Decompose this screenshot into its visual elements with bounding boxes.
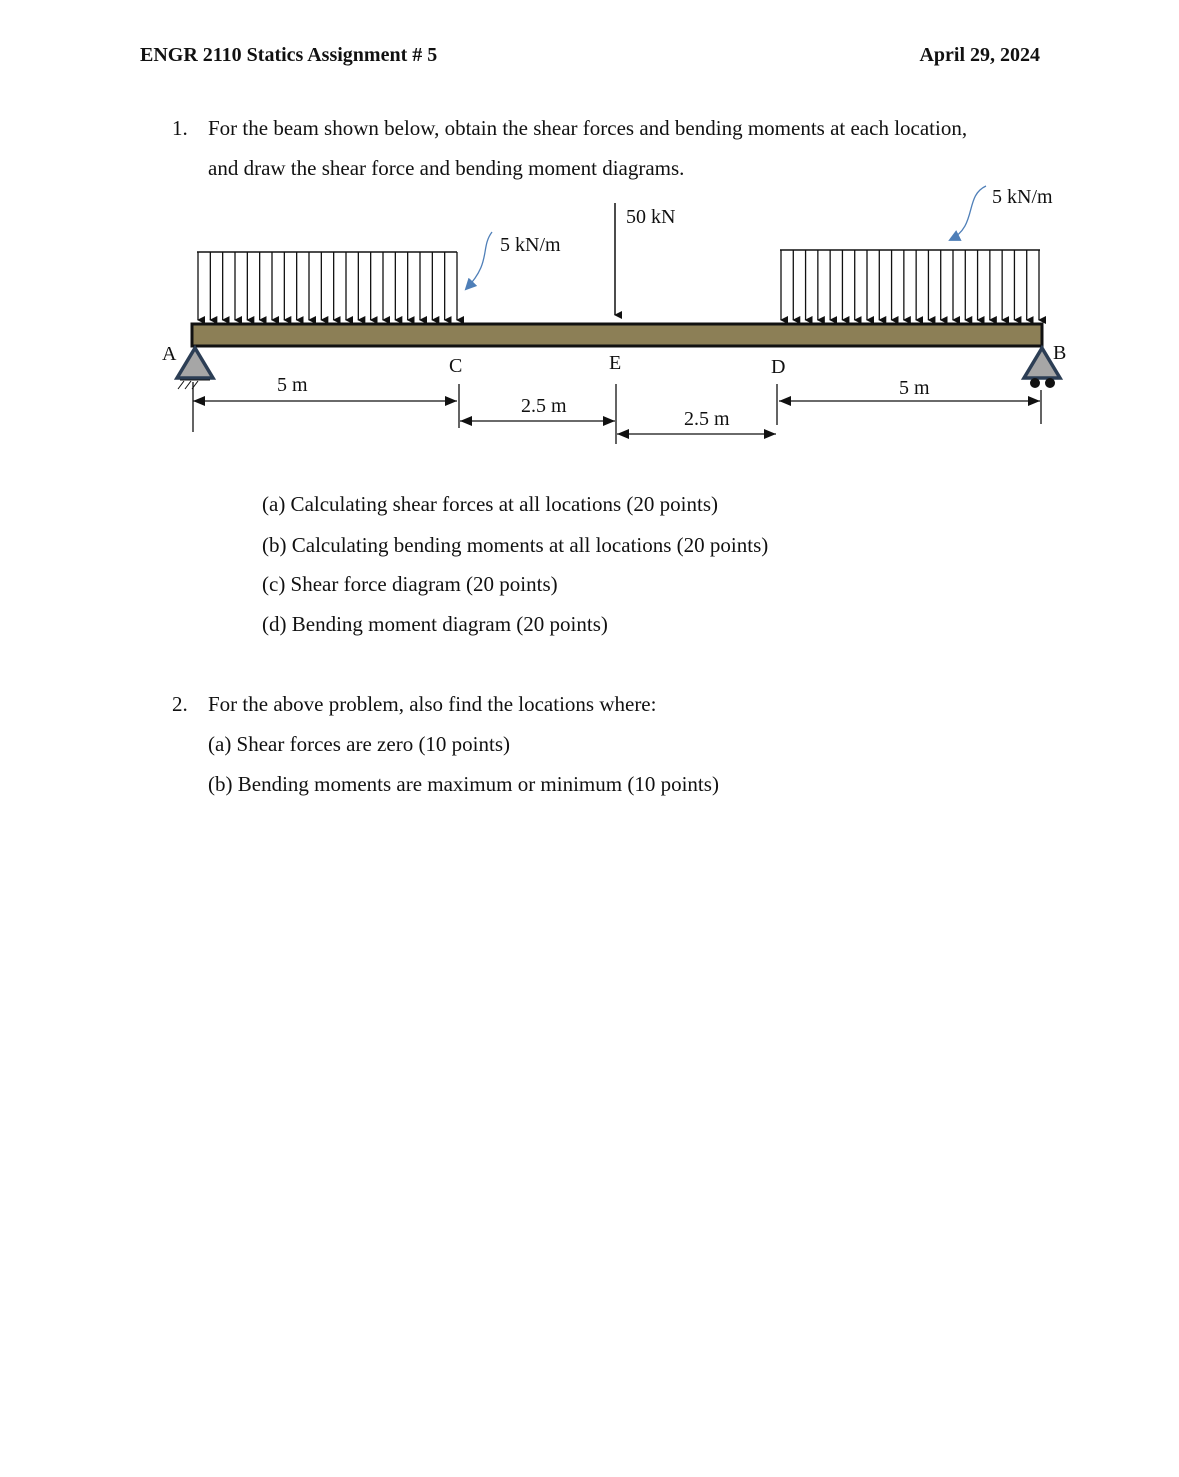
- question-1-part-d: (d) Bending moment diagram (20 points): [262, 612, 608, 636]
- point-label-e: E: [609, 352, 622, 374]
- pin-support-a: [177, 348, 213, 389]
- right-load-label: 5 kN/m: [992, 186, 1053, 208]
- right-distributed-load: [780, 250, 1040, 320]
- dimension-label-e-d: 2.5 m: [684, 408, 730, 430]
- assignment-title: ENGR 2110 Statics Assignment # 5: [140, 44, 438, 66]
- dimension-label-c-e: 2.5 m: [521, 395, 567, 417]
- left-distributed-load: [197, 252, 457, 320]
- point-label-d: D: [771, 356, 786, 378]
- point-label-b: B: [1053, 342, 1067, 364]
- question-1-text-line-2: and draw the shear force and bending moment diagrams.: [208, 156, 685, 180]
- beam: [192, 324, 1042, 346]
- assignment-date: April 29, 2024: [919, 44, 1040, 66]
- question-1-part-c: (c) Shear force diagram (20 points): [262, 572, 558, 596]
- right-load-leader-arrow: [950, 186, 986, 240]
- question-2-text: For the above problem, also find the locations where:: [208, 692, 657, 716]
- question-1-part-b: (b) Calculating bending moments at all locations (20 points): [262, 533, 769, 557]
- point-load-label: 50 kN: [626, 206, 676, 228]
- question-1-part-a: (a) Calculating shear forces at all locations (20 points): [262, 492, 719, 516]
- question-2-part-b: (b) Bending moments are maximum or minimum (10 points): [208, 772, 719, 796]
- question-1-number: 1.: [172, 116, 188, 140]
- left-load-leader-arrow: [466, 232, 492, 289]
- dimension-label-d-b: 5 m: [899, 377, 930, 399]
- question-2-part-a: (a) Shear forces are zero (10 points): [208, 732, 511, 756]
- point-label-c: C: [449, 355, 463, 377]
- beam-diagram: [0, 0, 1179, 460]
- question-2-number: 2.: [172, 692, 188, 716]
- question-1-text-line-1: For the beam shown below, obtain the shear forces and bending moments at each location,: [208, 116, 968, 140]
- left-load-label: 5 kN/m: [500, 234, 561, 256]
- point-label-a: A: [162, 343, 177, 365]
- dimension-label-a-c: 5 m: [277, 374, 308, 396]
